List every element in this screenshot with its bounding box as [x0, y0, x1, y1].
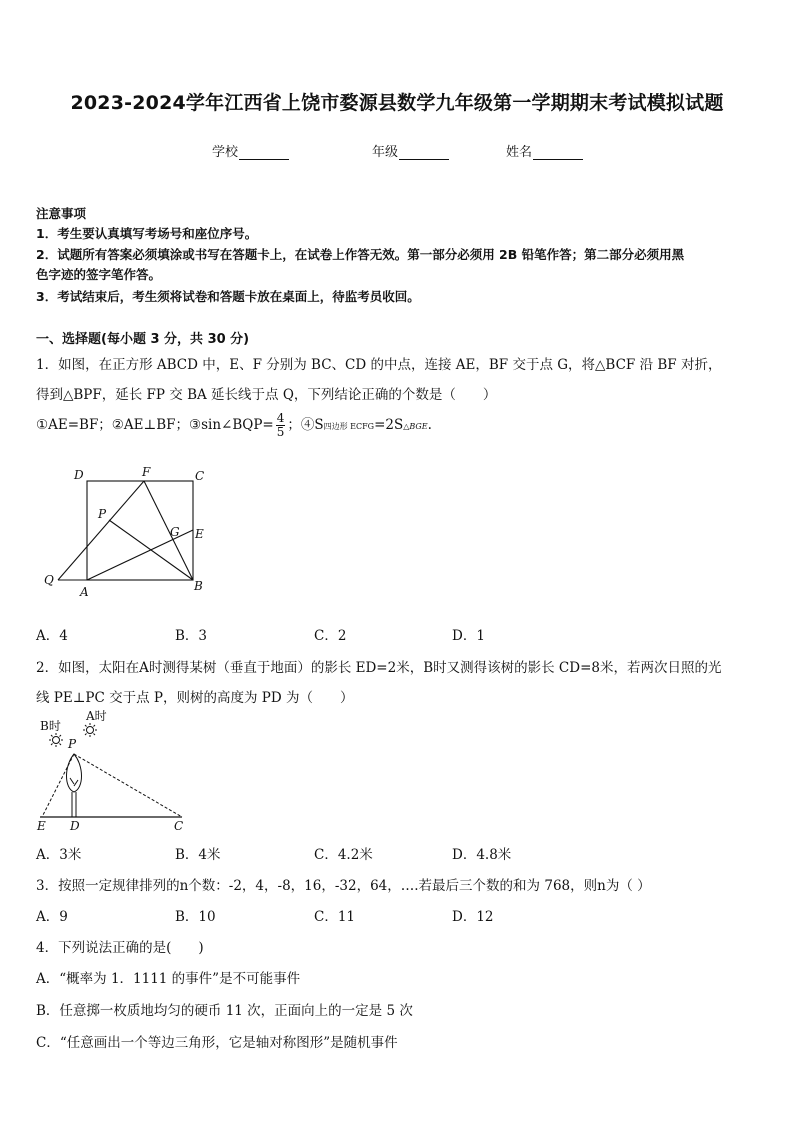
- label-p: P: [68, 737, 77, 751]
- tree-crown: [67, 754, 82, 792]
- name-field[interactable]: [506, 141, 583, 160]
- sun-icon: [87, 727, 94, 734]
- q1-option-c[interactable]: C．2: [314, 628, 347, 644]
- q4-option-b[interactable]: B．任意掷一枚质地均匀的硬币 11 次，正面向上的一定是 5 次: [36, 1003, 413, 1019]
- label-b-time: B时: [40, 719, 61, 733]
- label-b: B: [194, 579, 203, 593]
- label-e: E: [37, 819, 46, 833]
- label-c: C: [195, 469, 205, 483]
- q1-figure: [36, 462, 216, 602]
- q3-stem: 3．按照一定规律排列的n个数：-2，4，-8，16，-32，64，….若最后三个数的和为 768，则n为（ ）: [36, 878, 651, 894]
- label-c: C: [174, 819, 184, 833]
- name-label: 姓名: [506, 145, 533, 160]
- fraction-denominator: 5: [276, 425, 285, 439]
- q3-option-b[interactable]: B．10: [175, 909, 216, 925]
- q1-option-d[interactable]: D．1: [452, 628, 485, 644]
- fraction: [276, 412, 286, 439]
- ray-pe: [42, 754, 74, 817]
- q3-option-c[interactable]: C．11: [314, 909, 356, 925]
- note-item: 3．考试结束后，考生须将试卷和答题卡放在桌面上，待监考员收回。: [36, 289, 420, 304]
- notes-heading: 注意事项: [36, 206, 87, 221]
- sun-icon: [53, 737, 60, 744]
- note-item: 2．试题所有答案必须填涂或书写在答题卡上，在试卷上作答无效。第一部分必须用 2B 铅笔作答；第二部分必须用黑: [36, 247, 685, 262]
- label-d: D: [70, 819, 80, 833]
- q2-stem-line1: 2．如图，太阳在A时测得某树（垂直于地面）的影长 ED=2米，B时又测得该树的影长 CD=8米，若两次日照的光: [36, 660, 722, 676]
- q2-option-a[interactable]: A．3米: [36, 847, 82, 863]
- fraction-numerator: 4: [276, 411, 285, 425]
- q3-option-a[interactable]: A．9: [36, 909, 68, 925]
- school-blank[interactable]: [239, 145, 289, 160]
- label-q: Q: [44, 573, 54, 587]
- school-field[interactable]: [212, 141, 289, 160]
- ray-pc: [74, 754, 182, 817]
- q1-conclusion-text: ；④S: [287, 417, 324, 433]
- q4-option-a[interactable]: A．“概率为 1．1111 的事件”是不可能事件: [36, 971, 301, 987]
- label-g: G: [170, 525, 180, 539]
- q1-stem-line1: 1．如图，在正方形 ABCD 中，E、F 分别为 BC、CD 的中点，连接 AE，BF 交于点 G，将△BCF 沿 BF 对折，: [36, 357, 722, 373]
- subscript: △BGE: [403, 422, 428, 431]
- q2-option-c[interactable]: C．4.2米: [314, 847, 373, 863]
- q1-option-b[interactable]: B．3: [175, 628, 208, 644]
- q1-option-a[interactable]: A．4: [36, 628, 68, 644]
- q4-option-c[interactable]: C．“任意画出一个等边三角形，它是轴对称图形”是随机事件: [36, 1035, 398, 1051]
- name-blank[interactable]: [533, 145, 583, 160]
- page-title: 2023-2024学年江西省上饶市婺源县数学九年级第一学期期末考试模拟试题: [70, 92, 724, 114]
- subscript: 四边形 ECFG: [323, 422, 375, 431]
- grade-field[interactable]: [372, 141, 449, 160]
- q1-conclusion-text: =2S: [374, 417, 404, 433]
- label-d: D: [74, 468, 84, 482]
- label-a: A: [80, 585, 89, 599]
- note-item: 色字迹的签字笔作答。: [36, 267, 162, 282]
- q2-stem-line2: 线 PE⊥PC 交于点 P，则树的高度为 PD 为（ ）: [36, 690, 354, 706]
- q2-option-d[interactable]: D．4.8米: [452, 847, 512, 863]
- q1-stem-line2: 得到△BPF，延长 FP 交 BA 延长线于点 Q，下列结论正确的个数是（ ）: [36, 387, 497, 403]
- label-a-time: A时: [86, 709, 107, 723]
- school-label: 学校: [212, 145, 239, 160]
- q1-conclusion-text: ①AE=BF；②AE⊥BF；③sin∠BQP=: [36, 417, 274, 433]
- q1-conclusion-text: .: [427, 417, 432, 433]
- line-fb: [144, 481, 193, 580]
- grade-label: 年级: [372, 145, 399, 160]
- grade-blank[interactable]: [399, 145, 449, 160]
- label-p: P: [98, 507, 107, 521]
- label-e: E: [195, 527, 204, 541]
- q4-stem: 4．下列说法正确的是( ): [36, 940, 204, 956]
- q1-conclusions: [36, 412, 432, 439]
- note-item: 1．考生要认真填写考场号和座位序号。: [36, 226, 258, 241]
- section-heading: 一、选择题(每小题 3 分，共 30 分): [36, 332, 250, 347]
- q2-option-b[interactable]: B．4米: [175, 847, 221, 863]
- q2-figure: [34, 706, 194, 836]
- q3-option-d[interactable]: D．12: [452, 909, 494, 925]
- line-pb: [109, 520, 193, 580]
- line-qf: [58, 481, 144, 580]
- label-f: F: [142, 465, 151, 479]
